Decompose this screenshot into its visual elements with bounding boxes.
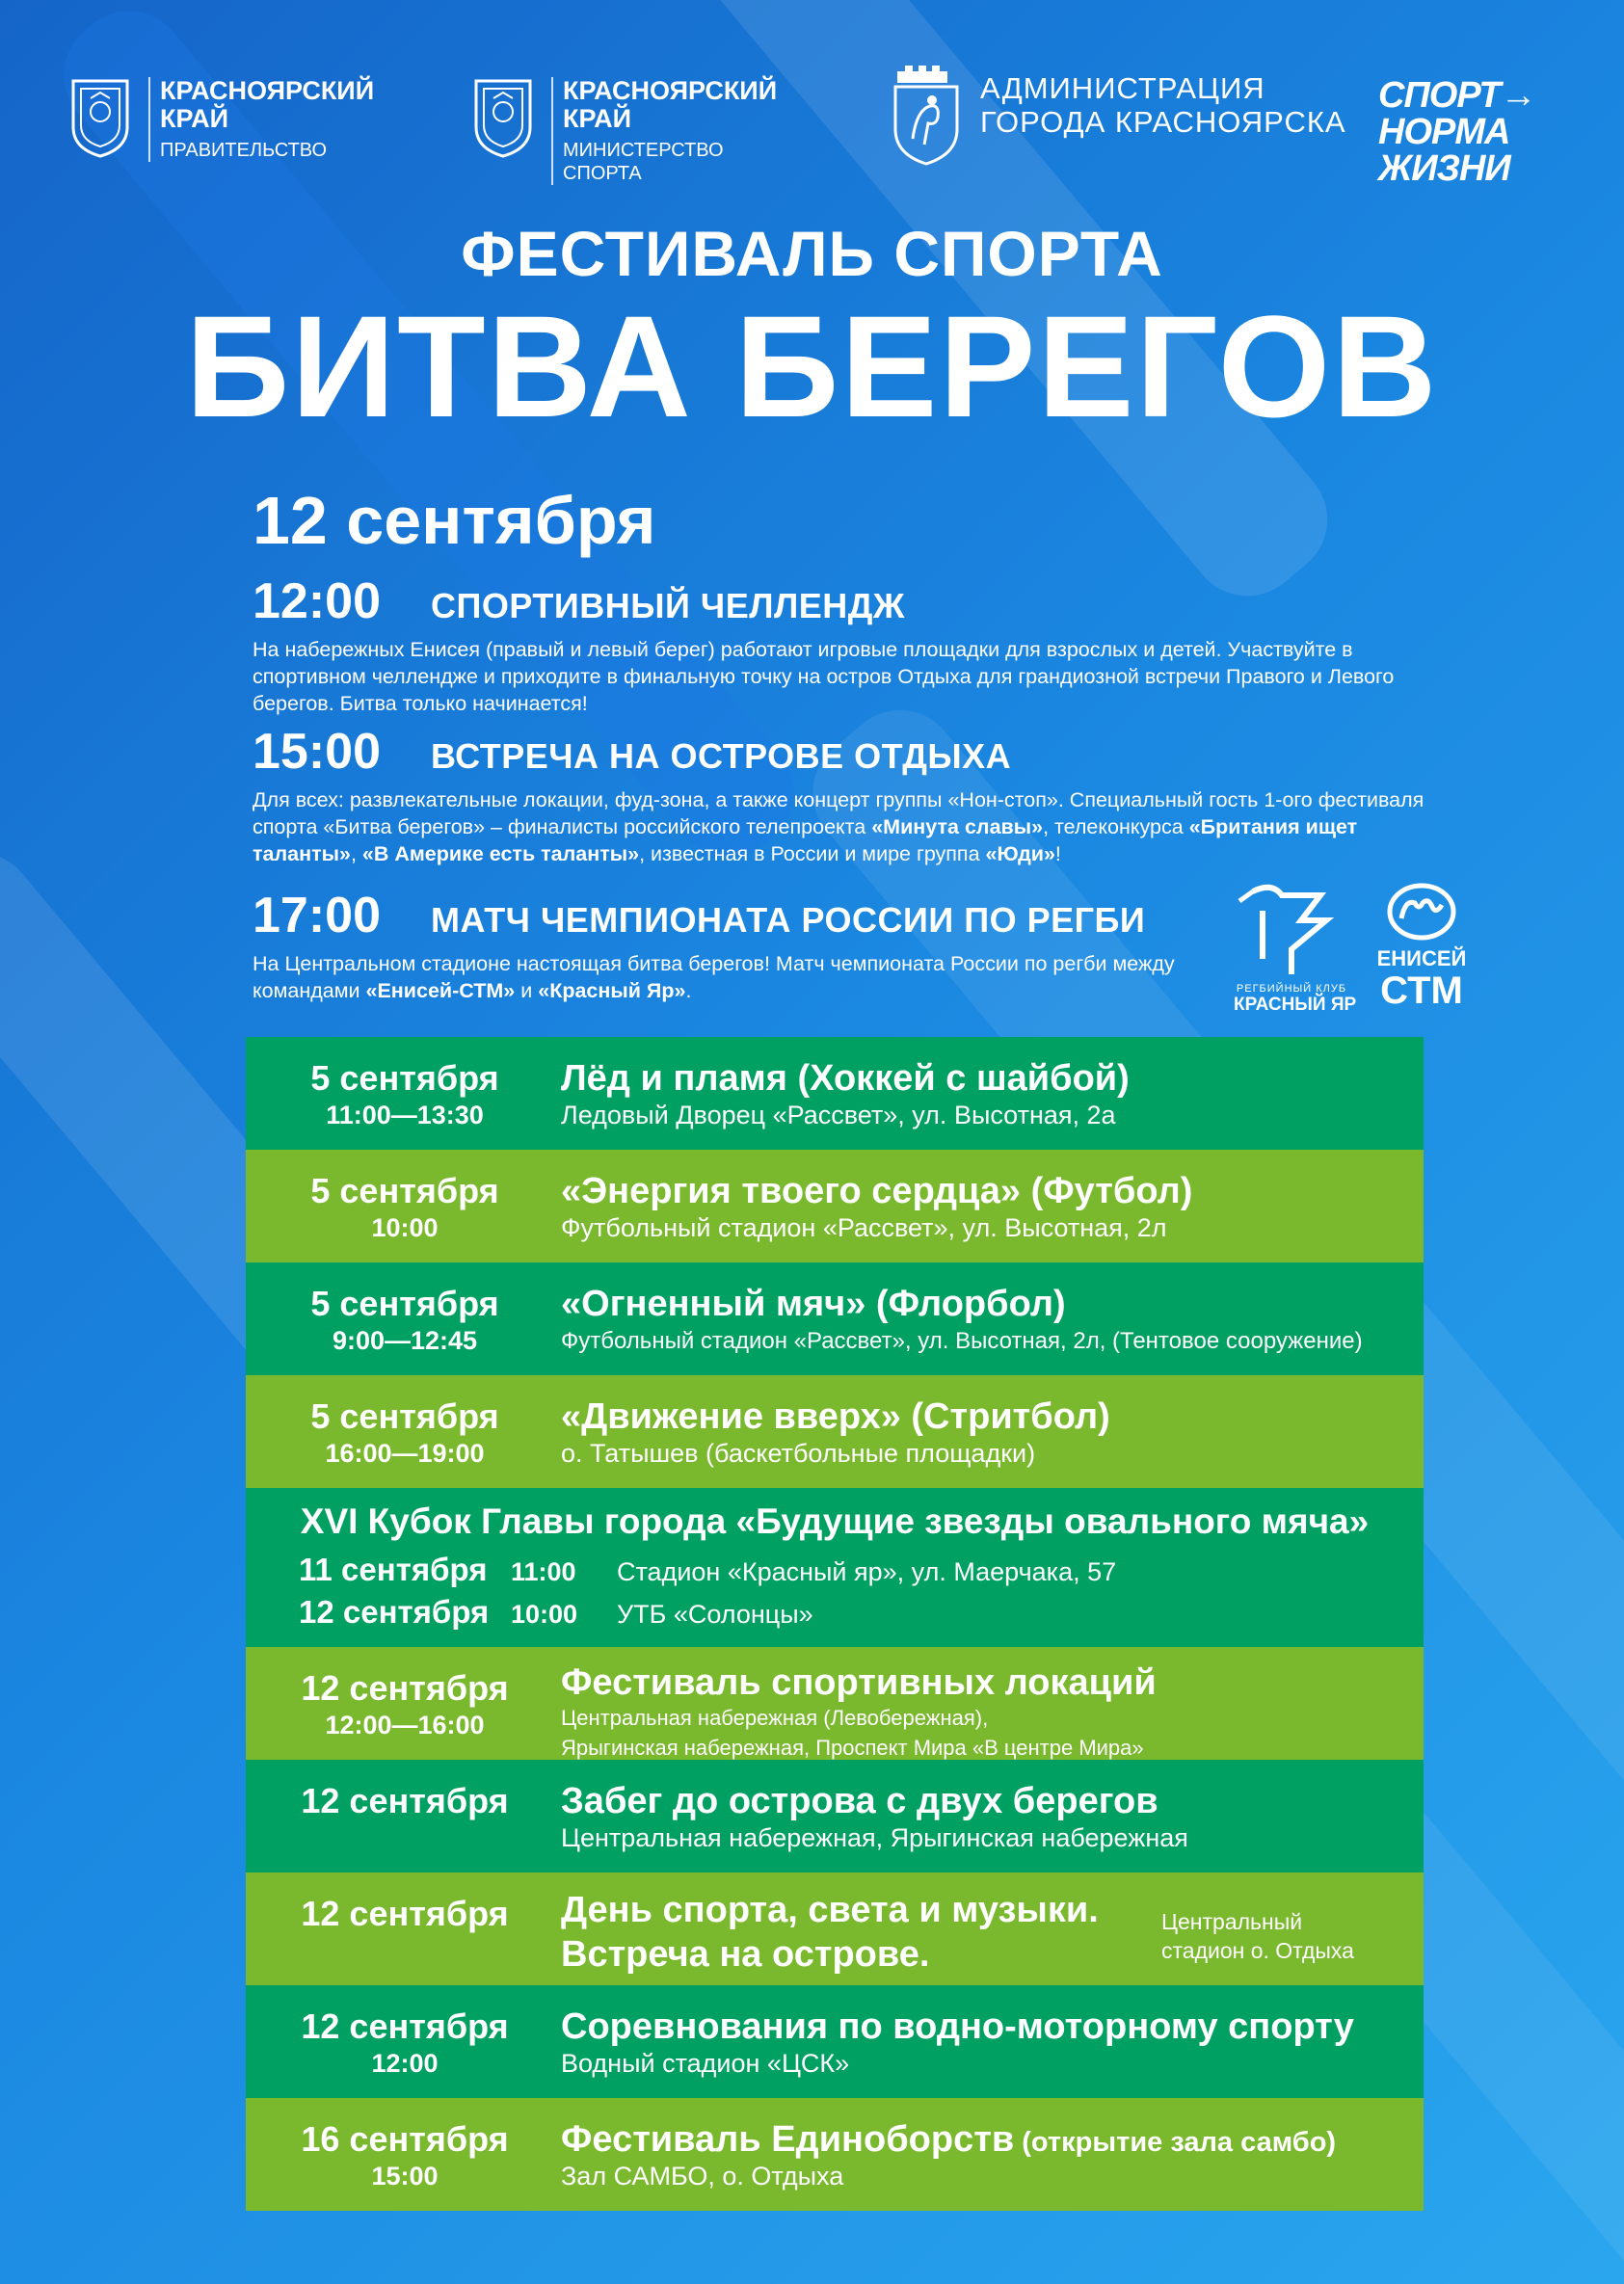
- cup-time: 11:00: [511, 1557, 576, 1586]
- city-lion-shield-icon: [892, 62, 961, 168]
- logo-kray-sport-ministry: [472, 77, 777, 185]
- event-head: [253, 887, 1178, 944]
- row-title: «Энергия твоего сердца» (Футбол): [561, 1171, 1193, 1211]
- logo-kray-government: [69, 77, 374, 162]
- schedule-row: [246, 1647, 1424, 1760]
- desc-highlight: «Енисей-СТМ»: [365, 979, 516, 1002]
- event-title: СПОРТИВНЫЙ ЧЕЛЛЕНДЖ: [431, 586, 905, 625]
- header-logos: [0, 0, 1624, 202]
- row-title: Лёд и пламя (Хоккей с шайбой): [561, 1058, 1130, 1099]
- event-challenge: [253, 572, 1467, 717]
- row-title: «Огненный мяч» (Флорбол): [561, 1284, 1066, 1324]
- schedule-row: [246, 2098, 1424, 2211]
- team-name: ЕНИСЕЙ: [1376, 946, 1467, 970]
- desc-text: , известная в России и мире группа: [639, 842, 986, 865]
- sport-logo-line: НОРМА: [1378, 112, 1510, 152]
- desc-highlight: «В Америке есть таланты»: [361, 842, 640, 865]
- logo-text: [148, 77, 374, 162]
- row-place: Ледовый Дворец «Рассвет», ул. Высотная, 2а: [561, 1101, 1116, 1129]
- coat-of-arms-icon: [472, 77, 534, 158]
- desc-text: Для всех: развлекательные локации, фуд-зона, а также концерт группы «Нон-стоп». Специальный гость 1-ого фестиваля спорта «Битва берегов» – финалисты российского телепроекта: [253, 788, 1424, 838]
- schedule-row: [246, 1037, 1424, 1150]
- row-title-main: Фестиваль Единоборств: [561, 2119, 1015, 2160]
- event-time: 12:00: [253, 573, 381, 629]
- sport-logo-line: ЖИЗНИ: [1378, 148, 1510, 189]
- event-title: МАТЧ ЧЕМПИОНАТА РОССИИ ПО РЕГБИ: [431, 900, 1146, 940]
- row-place: о. Татышев (баскетбольные площадки): [561, 1439, 1036, 1468]
- schedule-table: [246, 1037, 1424, 2211]
- main-date: 12 сентября: [253, 483, 656, 558]
- desc-highlight: «Юди»: [985, 842, 1055, 865]
- desc-highlight: «Британия ищет таланты»: [253, 815, 1358, 865]
- desc-text: !: [1054, 842, 1061, 865]
- row-title: Соревнования по водно-моторному спорту: [561, 2006, 1354, 2047]
- cup-date: 11 сентября: [299, 1552, 488, 1587]
- row-title-note: (открытие зала самбо): [1014, 2127, 1337, 2158]
- row-place: Центральная набережная (Левобережная), Ярыгинская набережная, Проспект Мира «В центре Мира»: [561, 1706, 1144, 1760]
- row-date: 12 сентября: [301, 1781, 509, 1820]
- event-head: [253, 572, 1467, 630]
- coat-of-arms-icon: [69, 77, 131, 158]
- team-sub: СТМ: [1380, 969, 1463, 1012]
- row-time: 11:00—13:30: [326, 1101, 484, 1129]
- logo-name: КРАСНОЯРСКИЙ КРАЙ: [160, 76, 375, 133]
- event-description: На набережных Енисея (правый и левый берег) работают игровые площадки для взрослых и детей. Участвуйте в спортивном челлендже и приходите в финальную точку на остров Отдыха для грандиозной встречи Правого и Левого берегов. Битва только начинается!: [253, 638, 1395, 715]
- row-time: 12:00—16:00: [325, 1711, 485, 1740]
- row-date: 12 сентября: [301, 1894, 509, 1933]
- sport-logo-line: СПОРТ→: [1378, 75, 1536, 116]
- event-title: ВСТРЕЧА НА ОСТРОВЕ ОТДЫХА: [431, 736, 1012, 776]
- row-title: Забег до острова с двух берегов: [561, 1781, 1158, 1821]
- cup-place: УТБ «Солонцы»: [617, 1600, 813, 1629]
- cup-date: 12 сентября: [299, 1594, 490, 1630]
- row-place: Водный стадион «ЦСК»: [561, 2049, 850, 2078]
- cup-place: Стадион «Красный яр», ул. Маерчака, 57: [617, 1557, 1117, 1586]
- team-small-label: РЕГБИЙНЫЙ КЛУБ: [1236, 983, 1347, 995]
- row-time: 12:00: [371, 2049, 439, 2078]
- heron-bird-icon: [1234, 882, 1340, 978]
- logo-sport-norma-zhizni: [1378, 77, 1535, 187]
- logo-sub: ПРАВИТЕЛЬСТВО: [160, 140, 328, 161]
- event-time: 17:00: [253, 888, 381, 943]
- cup-title: XVI Кубок Главы города «Будущие звезды овального мяча»: [300, 1501, 1370, 1541]
- desc-text: ,: [350, 842, 362, 865]
- row-side-place: Центральный стадион о. Отдыха: [1161, 1909, 1354, 1963]
- schedule-row-cup: [246, 1488, 1424, 1647]
- logo-enisey-stm: [1373, 882, 1470, 1010]
- team-name: КРАСНЫЙ ЯР: [1234, 995, 1357, 1015]
- schedule-row: [246, 1985, 1424, 2098]
- event-island-meeting: [253, 723, 1467, 867]
- festival-label: ФЕСТИВАЛЬ СПОРТА: [461, 218, 1163, 289]
- row-date: 12 сентября: [301, 1668, 509, 1708]
- city-administration-text: АДМИНИСТРАЦИЯ ГОРОДА КРАСНОЯРСКА: [980, 71, 1346, 139]
- desc-text: На Центральном стадионе настоящая битва берегов! Матч чемпионата России по регби между командами: [253, 952, 1175, 1002]
- row-time: 9:00—12:45: [332, 1326, 478, 1355]
- row-time: 15:00: [371, 2162, 439, 2191]
- row-place: Футбольный стадион «Рассвет», ул. Высотная, 2л: [561, 1213, 1167, 1242]
- schedule-row: [246, 1872, 1424, 1985]
- logo-text: [551, 77, 777, 185]
- event-description: [253, 786, 1467, 867]
- row-place: Зал САМБО, о. Отдыха: [561, 2162, 844, 2191]
- schedule-row: [246, 1375, 1424, 1488]
- logo-sub: МИНИСТЕРСТВО СПОРТА: [563, 140, 724, 184]
- logo-name: КРАСНОЯРСКИЙ КРАЙ: [563, 76, 778, 133]
- row-time: 16:00—19:00: [325, 1439, 485, 1468]
- desc-highlight: «Минута славы»: [871, 815, 1044, 838]
- row-title: День спорта, света и музыки. Встреча на острове.: [561, 1890, 1099, 1975]
- cup-line: [299, 1594, 813, 1631]
- cup-line: [299, 1552, 1116, 1588]
- row-title: Фестиваль спортивных локаций: [561, 1662, 1157, 1703]
- schedule-row: [246, 1760, 1424, 1872]
- row-time: 10:00: [371, 1213, 439, 1242]
- row-date: 12 сентября: [301, 2006, 509, 2046]
- event-rugby-match: [253, 887, 1178, 1004]
- desc-text: и: [515, 979, 539, 1002]
- desc-highlight: «Красный Яр»: [538, 979, 686, 1002]
- row-date: 5 сентября: [310, 1396, 499, 1436]
- row-title: «Движение вверх» (Стритбол): [561, 1396, 1110, 1437]
- event-description: [253, 950, 1178, 1004]
- cup-time: 10:00: [511, 1600, 578, 1629]
- row-title: [561, 2117, 1336, 2164]
- row-date: 5 сентября: [310, 1284, 499, 1323]
- row-date: 5 сентября: [310, 1171, 499, 1210]
- logo-krasny-yar: [1234, 882, 1357, 1016]
- row-date: 5 сентября: [310, 1058, 499, 1098]
- row-place: Центральная набережная, Ярыгинская набережная: [561, 1823, 1188, 1852]
- schedule-row: [246, 1262, 1424, 1375]
- desc-text: .: [685, 979, 692, 1002]
- logo-city-administration: [892, 62, 1346, 168]
- event-head: [253, 723, 1467, 781]
- page-title: БИТВА БЕРЕГОВ: [185, 285, 1439, 447]
- schedule-row: [246, 1150, 1424, 1262]
- desc-text: , телеконкурса: [1043, 815, 1189, 838]
- row-date: 16 сентября: [301, 2119, 509, 2159]
- event-time: 15:00: [253, 724, 381, 780]
- row-place: Футбольный стадион «Рассвет», ул. Высотная, 2л, (Тентовое сооружение): [561, 1328, 1363, 1354]
- rugby-ball-icon: [1386, 882, 1457, 942]
